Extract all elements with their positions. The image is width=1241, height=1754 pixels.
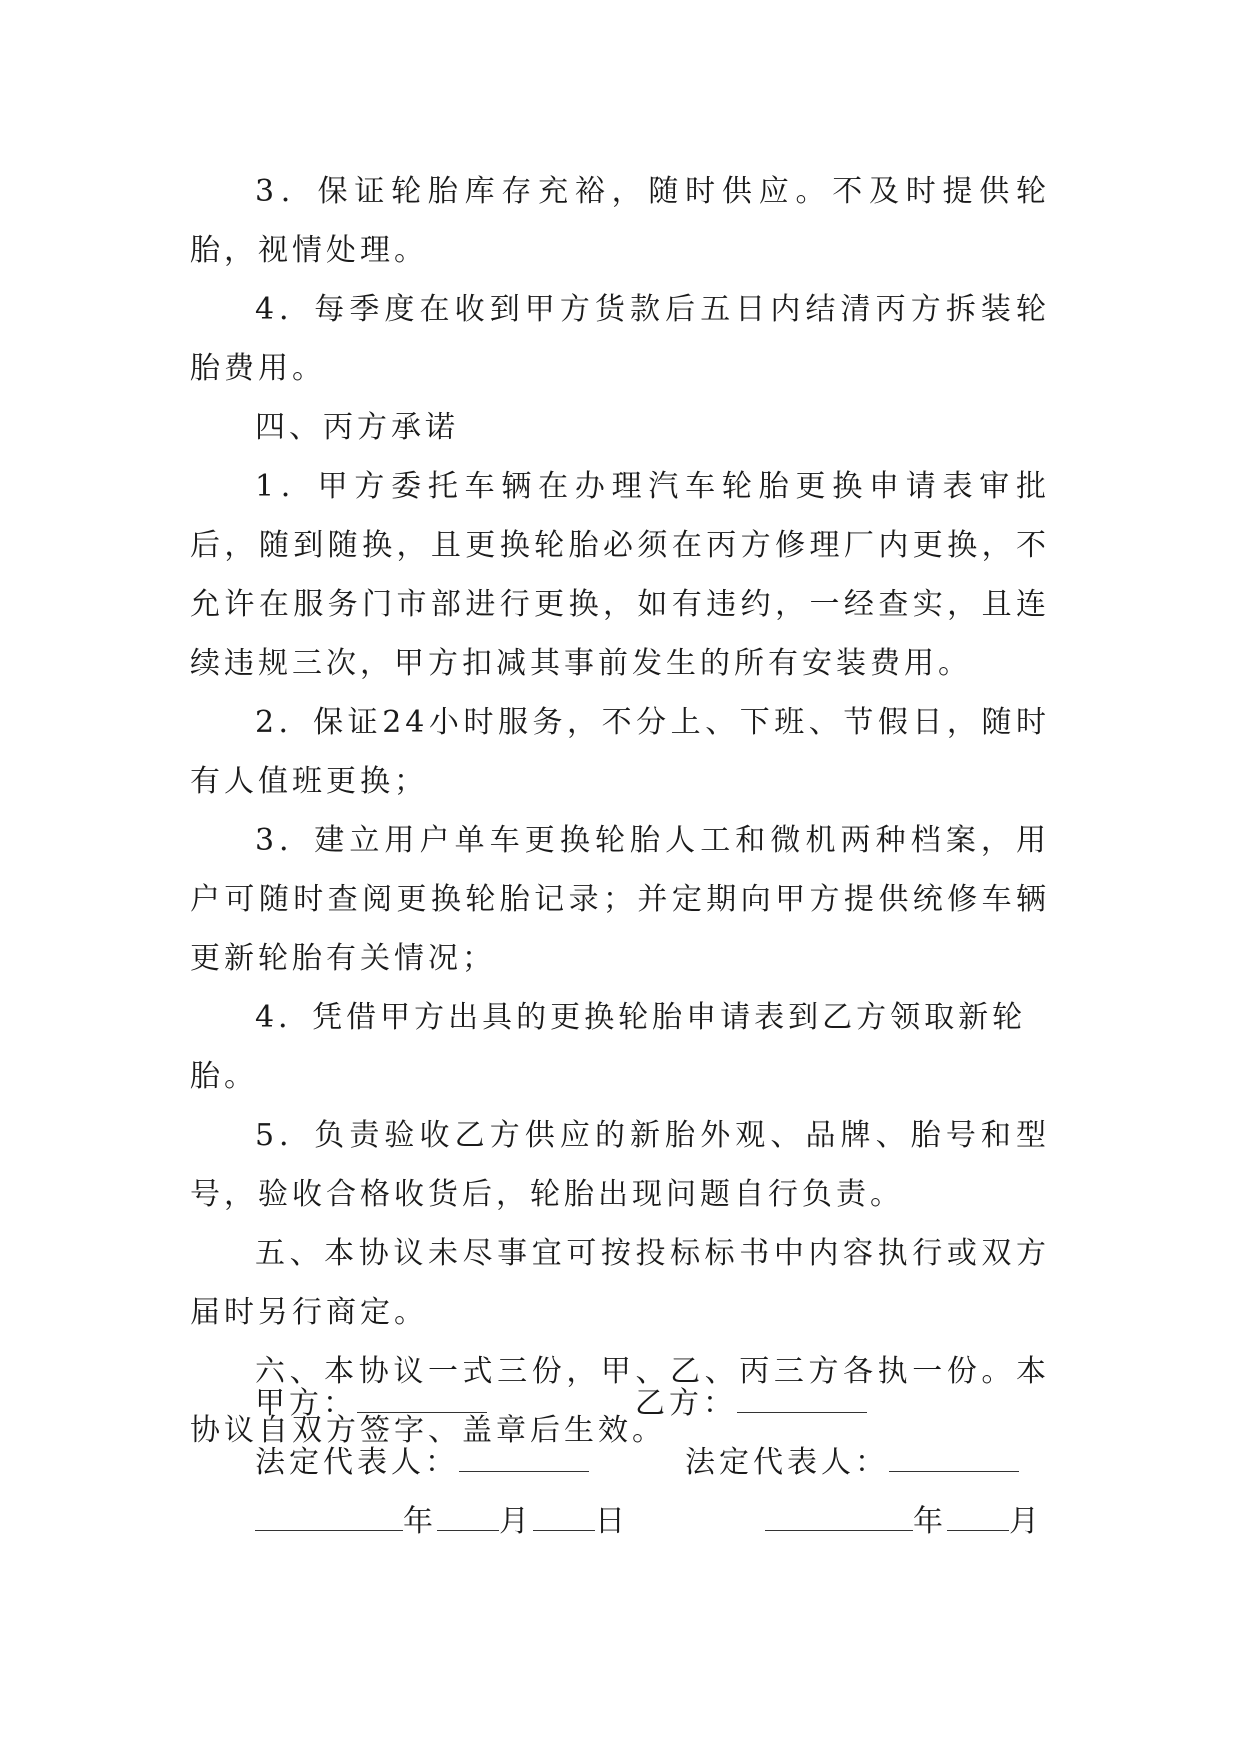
paragraph: 1．甲方委托车辆在办理汽车轮胎更换申请表审批后，随到随换，且更换轮胎必须在丙方修理厂内更换，不允许在服务门市部进行更换，如有违约，一经查实，且连续违规三次，甲方扣减其事前发生的所有安装费用。 [190,469,1050,681]
rep-b-label: 法定代表人： [685,1445,889,1480]
party-b-label: 乙方： [635,1386,737,1421]
year-a-label: 年 [403,1504,437,1539]
paragraph: 3．保证轮胎库存充裕，随时供应。不及时提供轮胎，视情处理。 [190,174,1050,268]
month-b-line [947,1504,1009,1531]
month-a-line [437,1504,499,1531]
day-a-line [533,1504,595,1531]
party-b-signature-line [737,1386,867,1413]
day-a-label: 日 [595,1504,629,1539]
paragraph: 五、本协议未尽事宜可按投标标书中内容执行或双方届时另行商定。 [190,1236,1050,1330]
paragraph: 4．凭借甲方出具的更换轮胎申请表到乙方领取新轮胎。 [190,1000,1027,1094]
contract-body [190,162,1050,1460]
section-heading: 四、丙方承诺 [255,410,459,445]
paragraph: 5．负责验收乙方供应的新胎外观、品牌、胎号和型号，验收合格收货后，轮胎出现问题自行负责。 [190,1118,1050,1212]
month-b-label: 月 [1009,1504,1043,1539]
rep-b-signature-line [889,1445,1019,1472]
party-row [255,1374,1055,1433]
paragraph: 4．每季度在收到甲方货款后五日内结清丙方拆装轮胎费用。 [190,292,1050,386]
rep-a-signature-line [459,1445,589,1472]
paragraph: 六、本协议一式三份，甲、乙、丙三方各执一份。本协议自双方签字、盖章后生效。 [190,1354,1050,1448]
date-row [255,1492,1055,1551]
representative-row [255,1433,1055,1492]
year-b-label: 年 [913,1504,947,1539]
signature-block [255,1374,1055,1551]
month-a-label: 月 [499,1504,533,1539]
paragraph: 3．建立用户单车更换轮胎人工和微机两种档案，用户可随时查阅更换轮胎记录；并定期向甲方提供统修车辆更新轮胎有关情况； [190,823,1050,976]
paragraph: 2．保证24小时服务，不分上、下班、节假日，随时有人值班更换； [190,705,1050,799]
year-b-line [765,1504,913,1531]
party-a-label: 甲方： [255,1386,357,1421]
party-a-signature-line [357,1386,487,1413]
year-a-line [255,1504,403,1531]
rep-a-label: 法定代表人： [255,1445,459,1480]
